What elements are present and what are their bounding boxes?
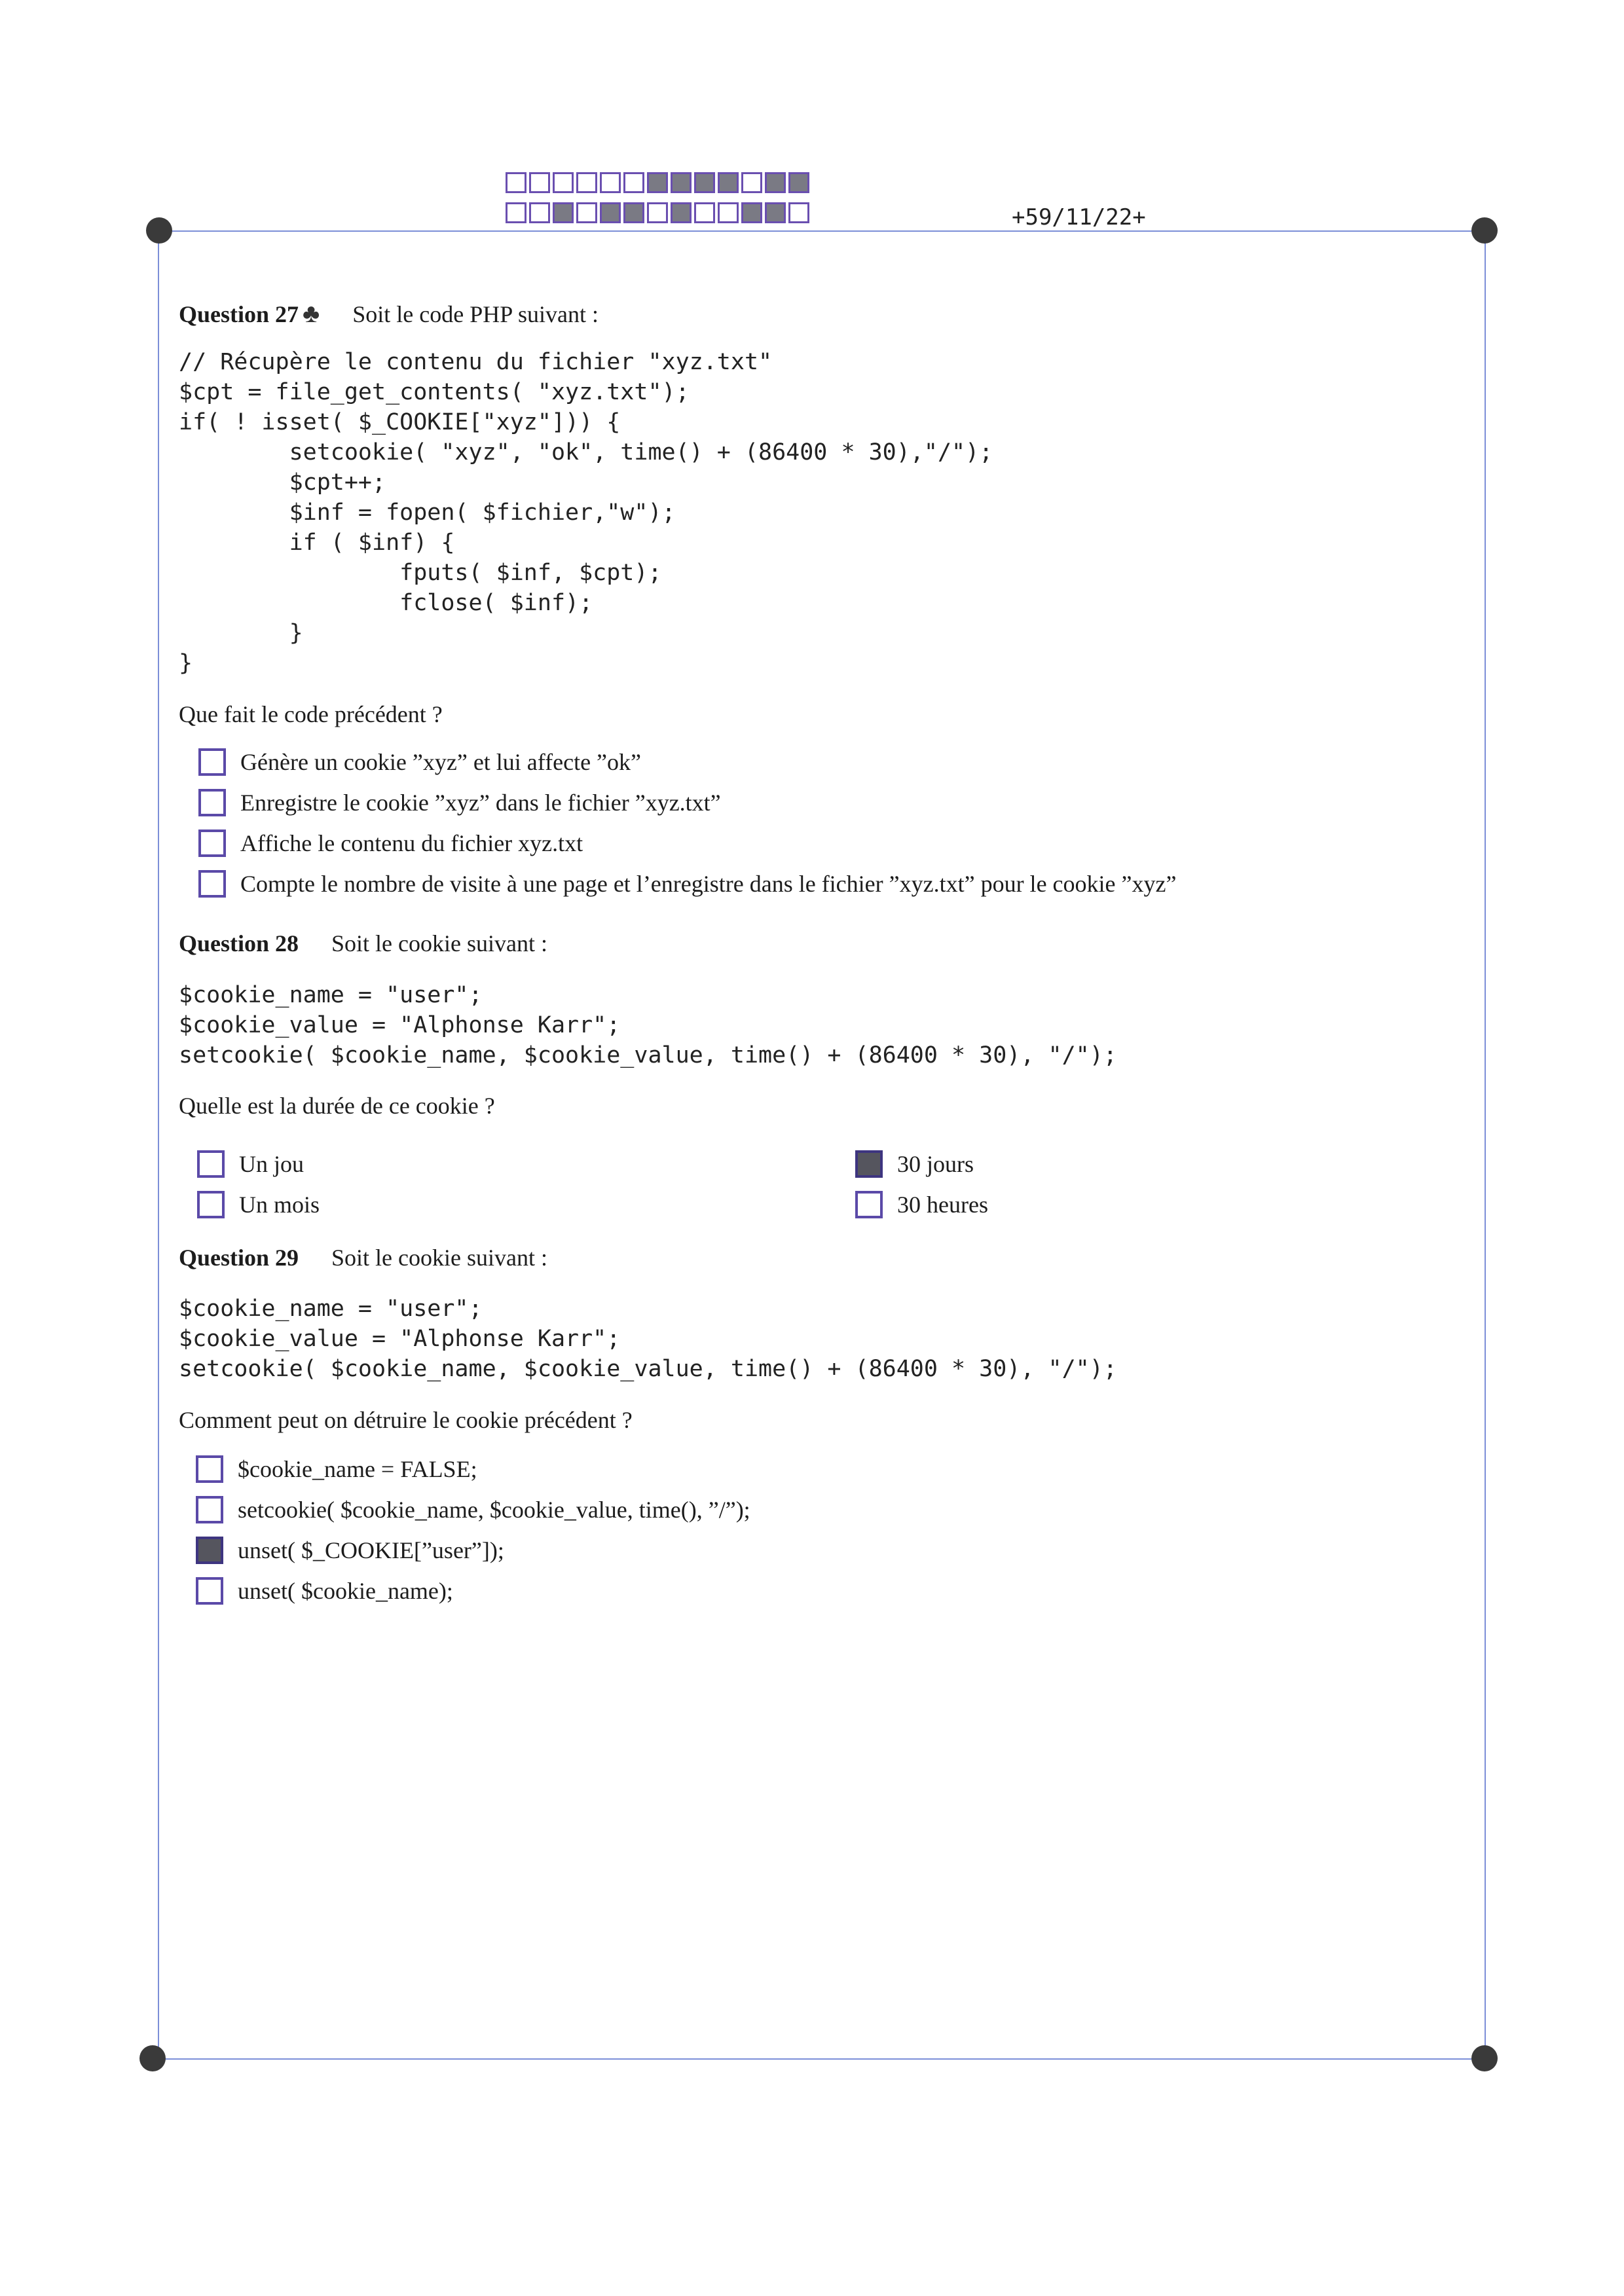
question-29-prompt: Comment peut on détruire le cookie précédent ? [179,1407,633,1433]
id-box [576,172,597,193]
q28-option-un-jou[interactable] [197,1150,304,1178]
id-box [600,172,621,193]
q27-option-4[interactable] [198,870,1176,898]
question-28-intro: Soit le cookie suivant : [331,930,547,957]
q28-option-un-jou-checkbox[interactable] [197,1150,225,1178]
q28-option-30-heures-label: 30 heures [897,1192,988,1218]
question-27-code: // Récupère le contenu du fichier "xyz.txt" $cpt = file_get_contents( "xyz.txt"); if( ! isset( $_COOKIE["xyz"])) { setcookie( "xyz", "ok", time() + (86400 * 30),"/"); $cpt++; $inf = fopen( $fichier,"w"); if ( $inf) { fputs( $inf, $cpt); fclose( $inf); } } [179,349,993,676]
club-icon: ♣ [303,299,320,328]
q28-option-un-mois-checkbox[interactable] [197,1191,225,1218]
q29-option-4[interactable] [196,1577,453,1605]
id-box [741,202,762,223]
id-box [529,202,550,223]
frame-right-line [1485,230,1486,2058]
q27-option-1-checkbox[interactable] [198,748,226,776]
q28-option-30-heures[interactable] [855,1191,988,1218]
question-28-prompt: Quelle est la durée de ce cookie ? [179,1093,495,1119]
q28-option-un-mois-label: Un mois [239,1192,320,1218]
question-29-code: $cookie_name = "user"; $cookie_value = "Alphonse Karr"; setcookie( $cookie_name, $cookie_value, time() + (86400 * 30), "/"); [179,1296,1117,1382]
frame-left-line [158,230,159,2058]
id-box [647,172,668,193]
question-27-prompt: Que fait le code précédent ? [179,701,443,727]
q27-option-3-label: Affiche le contenu du fichier xyz.txt [240,830,583,856]
id-box [694,172,715,193]
id-box [623,172,644,193]
q27-option-2-checkbox[interactable] [198,789,226,816]
q28-option-30-jours-label: 30 jours [897,1151,974,1177]
q27-option-4-checkbox[interactable] [198,870,226,898]
id-box [553,172,574,193]
q27-option-3-checkbox[interactable] [198,829,226,857]
q27-option-2-label: Enregistre le cookie ”xyz” dans le fichier ”xyz.txt” [240,790,721,816]
id-box [718,202,739,223]
id-box [741,172,762,193]
q27-option-3[interactable] [198,829,583,857]
corner-dot-bottom-right [1471,2045,1498,2071]
id-box [765,202,786,223]
id-box [694,202,715,223]
id-box [647,202,668,223]
id-box [718,172,739,193]
question-27-header [179,298,599,329]
id-box [553,202,574,223]
id-box-row-2 [506,202,812,223]
q27-option-2[interactable] [198,789,721,816]
id-box [529,172,550,193]
q29-option-3[interactable] [196,1537,504,1564]
corner-dot-bottom-left [139,2045,166,2071]
q29-option-1[interactable] [196,1455,477,1483]
corner-dot-top-left [146,217,172,244]
q27-option-1[interactable] [198,748,641,776]
q29-option-3-label: unset( $_COOKIE[”user”]); [238,1537,504,1563]
sheet-id: +59/11/22+ [1012,204,1146,230]
id-box [576,202,597,223]
question-27-label: Question 27 [179,301,299,327]
question-29-label: Question 29 [179,1245,299,1271]
q27-option-1-label: Génère un cookie ”xyz” et lui affecte ”ok” [240,749,641,775]
q28-option-30-jours[interactable] [855,1150,974,1178]
q28-option-30-jours-checkbox[interactable] [855,1150,883,1178]
question-29-intro: Soit le cookie suivant : [331,1245,547,1271]
q29-option-4-checkbox[interactable] [196,1577,223,1605]
question-29-header [179,1244,547,1271]
q29-option-4-label: unset( $cookie_name); [238,1578,453,1604]
question-27-intro: Soit le code PHP suivant : [352,301,599,327]
frame-top-line [159,230,1491,232]
id-box-row-1 [506,172,812,193]
q28-option-un-jou-label: Un jou [239,1151,304,1177]
q28-option-30-heures-checkbox[interactable] [855,1191,883,1218]
question-28-header [179,930,547,957]
id-box [506,172,526,193]
id-box [788,202,809,223]
q29-option-2-label: setcookie( $cookie_name, $cookie_value, time(), ”/”); [238,1497,750,1523]
q29-option-2[interactable] [196,1496,750,1523]
id-box [600,202,621,223]
frame-bottom-line [153,2058,1485,2060]
q29-option-3-checkbox[interactable] [196,1537,223,1564]
corner-dot-top-right [1471,217,1498,244]
question-28-code: $cookie_name = "user"; $cookie_value = "Alphonse Karr"; setcookie( $cookie_name, $cookie_value, time() + (86400 * 30), "/"); [179,982,1117,1068]
id-box [765,172,786,193]
q29-option-1-label: $cookie_name = FALSE; [238,1456,477,1482]
id-box [671,172,692,193]
q29-option-1-checkbox[interactable] [196,1455,223,1483]
id-box [788,172,809,193]
q29-option-2-checkbox[interactable] [196,1496,223,1523]
q27-option-4-label: Compte le nombre de visite à une page et l’enregistre dans le fichier ”xyz.txt” pour le cookie ”xyz” [240,871,1177,897]
id-box [623,202,644,223]
q28-option-un-mois[interactable] [197,1191,320,1218]
question-28-label: Question 28 [179,930,299,957]
id-box [506,202,526,223]
id-box [671,202,692,223]
